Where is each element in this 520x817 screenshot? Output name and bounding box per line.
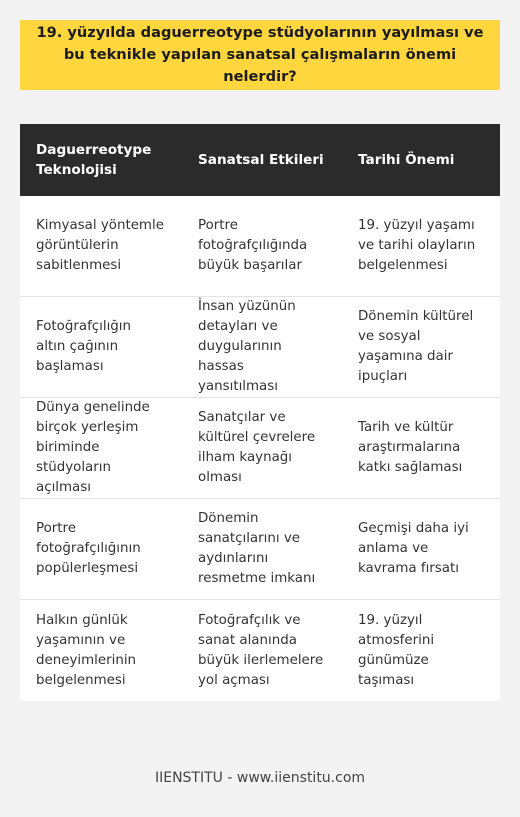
footer-credit: IIENSTITU - www.iienstitu.com — [154, 770, 366, 786]
header-cell-historical-importance: Tarihi Önemi — [358, 152, 455, 168]
table-row — [20, 398, 500, 499]
table-cell: Portre fotoğrafçılığında büyük başarılar — [198, 218, 308, 273]
comparison-table — [20, 124, 500, 701]
table-cell: Portre fotoğrafçılığının popülerleşmesi — [36, 521, 141, 576]
table-row — [20, 196, 500, 297]
page-title: 19. yüzyılda daguerreotype stüdyolarının yayılması ve bu teknikle yapılan sanatsal çalışmaların önemi nelerdir? — [36, 24, 484, 85]
table-cell: Tarih ve kültür araştırmalarına katkı sağlaması — [358, 420, 463, 475]
table-cell: Dönemin kültürel ve sosyal yaşamına dair ipuçları — [358, 309, 474, 384]
table-cell: Fotoğrafçılık ve sanat alanında büyük ilerlemelere yol açması — [198, 612, 324, 688]
table-cell: 19. yüzyıl yaşamı ve tarihi olayların belgelenmesi — [358, 218, 476, 273]
table-cell: Geçmişi daha iyi anlama ve kavrama fırsatı — [358, 521, 469, 576]
header-cell-artistic-effects: Sanatsal Etkileri — [198, 152, 324, 168]
table-cell: Dünya genelinde birçok yerleşim biriminde stüdyoların açılması — [36, 400, 150, 495]
table-cell: Fotoğrafçılığın altın çağının başlaması — [36, 319, 132, 374]
table-cell: Dönemin sanatçılarını ve aydınlarını resmetme imkanı — [198, 511, 316, 586]
title-banner — [20, 20, 500, 90]
table-cell: Sanatçılar ve kültürel çevrelere ilham kaynağı olması — [198, 410, 316, 485]
header-cell-technology: Daguerreotype Teknolojisi — [36, 142, 152, 178]
table-cell: Kimyasal yöntemle görüntülerin sabitlenmesi — [36, 218, 164, 273]
table-row — [20, 600, 500, 701]
table-header-row — [20, 124, 500, 196]
table-cell: İnsan yüzünün detayları ve duygularının hassas yansıtılması — [198, 299, 296, 394]
table-row — [20, 499, 500, 600]
table-cell: Halkın günlük yaşamının ve deneyimlerinin belgelenmesi — [36, 612, 137, 688]
table-cell: 19. yüzyıl atmosferini günümüze taşıması — [358, 612, 435, 688]
table-row — [20, 297, 500, 398]
